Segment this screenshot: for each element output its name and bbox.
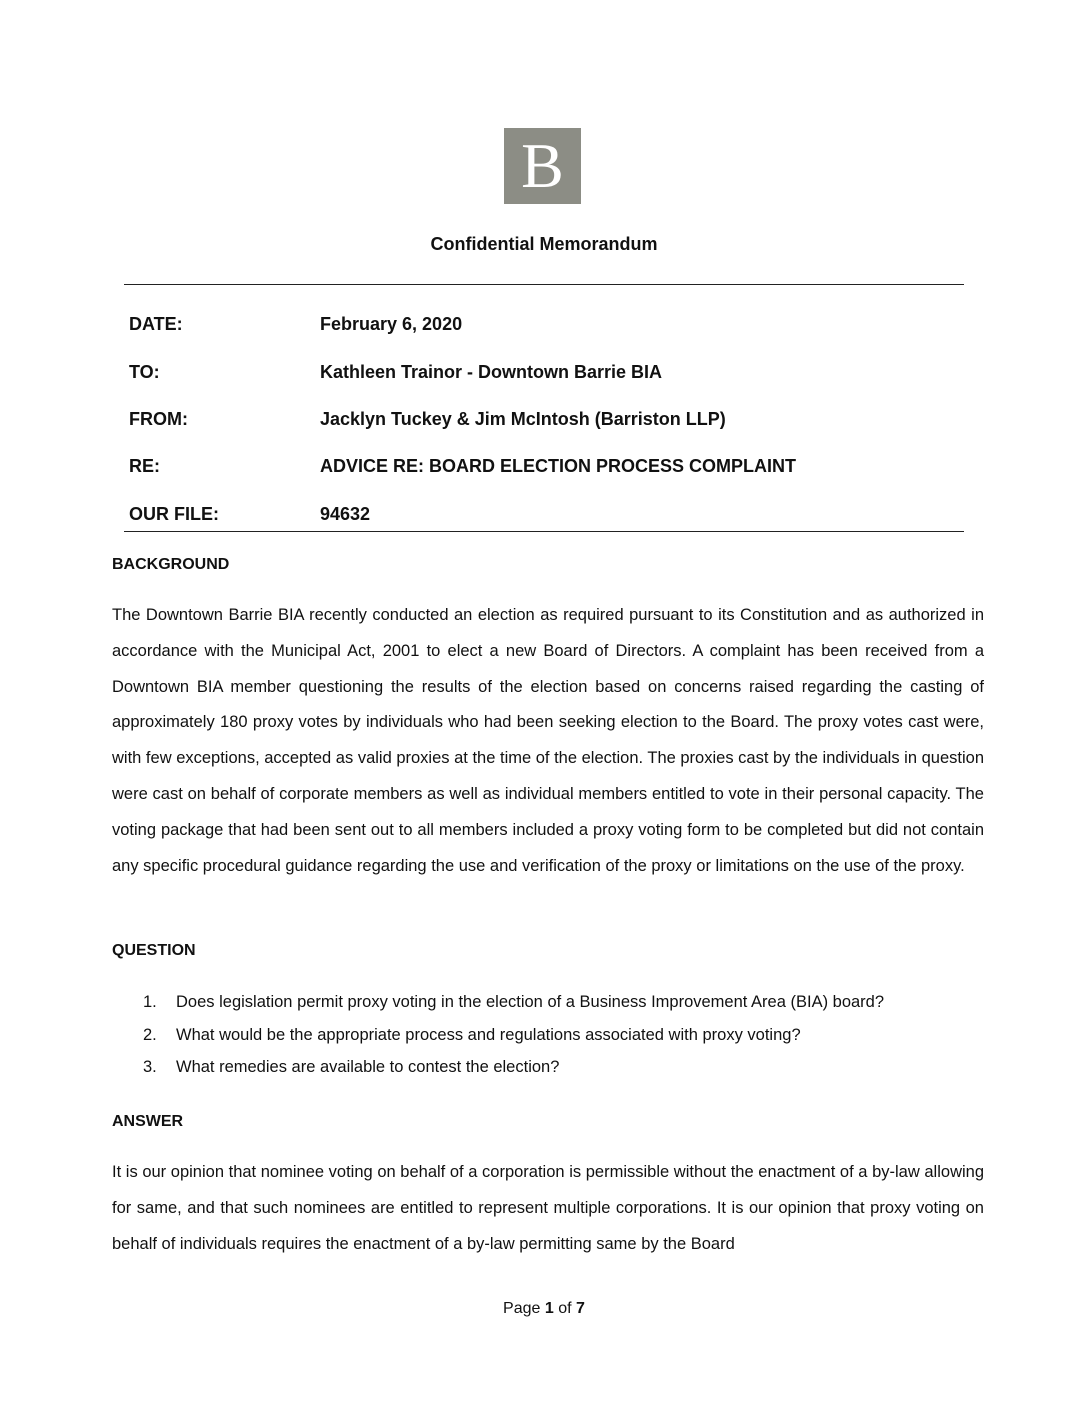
question-number: 1. (143, 993, 157, 1011)
header-value-date: February 6, 2020 (320, 314, 463, 334)
page-footer (0, 1300, 1088, 1318)
page-word: Page (503, 1300, 541, 1317)
header-value-from: Jacklyn Tuckey & Jim McIntosh (Barriston LLP) (320, 409, 726, 429)
answer-paragraph: It is our opinion that nominee voting on behalf of a corporation is permissible without the enactment of a by-law allowing for same, and that such nominees are entitled to represent multiple corporations. It is our opinion that proxy voting on behalf of individuals requires the enactment of a by-law permitting same by the Board (112, 1163, 984, 1253)
question-text: What remedies are available to contest the election? (176, 1058, 560, 1076)
header-bottom-rule (124, 531, 964, 532)
answer-heading: ANSWER (112, 1113, 184, 1130)
question-number: 3. (143, 1058, 157, 1076)
background-paragraph: The Downtown Barrie BIA recently conducted an election as required pursuant to its Constitution and as authorized in accordance with the Municipal Act, 2001 to elect a new Board of Directors. A complaint has been received from a Downtown BIA member questioning the results of the election based on concerns raised regarding the casting of approximately 180 proxy votes by individuals who had been seeking election to the Board. The proxy votes cast were, with few exceptions, accepted as valid proxies at the time of the election. The proxies cast by the individuals in question were cast on behalf of corporate members as well as individual members entitled to vote in their personal capacity. The voting package that had been sent out to all members included a proxy voting form to be completed but did not contain any specific procedural guidance regarding the use and verification of the proxy or limitations on the use of the proxy. (112, 606, 984, 875)
page-total: 7 (576, 1300, 585, 1317)
memo-title: Confidential Memorandum (430, 234, 658, 254)
header-label-file: OUR FILE: (129, 504, 219, 524)
question-heading: QUESTION (112, 942, 196, 959)
header-value-re: ADVICE RE: BOARD ELECTION PROCESS COMPLAINT (320, 456, 797, 476)
logo-letter: B (521, 130, 564, 201)
list-item (112, 991, 992, 1024)
list-item (112, 1056, 992, 1089)
header-label-from: FROM: (129, 409, 188, 429)
header-value-file: 94632 (320, 504, 371, 524)
list-item (112, 1024, 992, 1057)
firm-logo (504, 128, 581, 204)
header-label-re: RE: (129, 456, 160, 476)
question-list (112, 991, 992, 1089)
header-label-date: DATE: (129, 314, 183, 334)
header-label-to: TO: (129, 362, 160, 382)
page-number: 1 (544, 1300, 554, 1317)
of-word: of (558, 1300, 572, 1317)
question-text: What would be the appropriate process and regulations associated with proxy voting? (176, 1025, 801, 1044)
header-value-to: Kathleen Trainor - Downtown Barrie BIA (320, 362, 663, 382)
background-heading: BACKGROUND (112, 556, 230, 573)
question-text: Does legislation permit proxy voting in the election of a Business Improvement Area (BIA) board? (176, 993, 885, 1011)
question-number: 2. (143, 1025, 157, 1044)
header-top-rule (124, 284, 964, 285)
